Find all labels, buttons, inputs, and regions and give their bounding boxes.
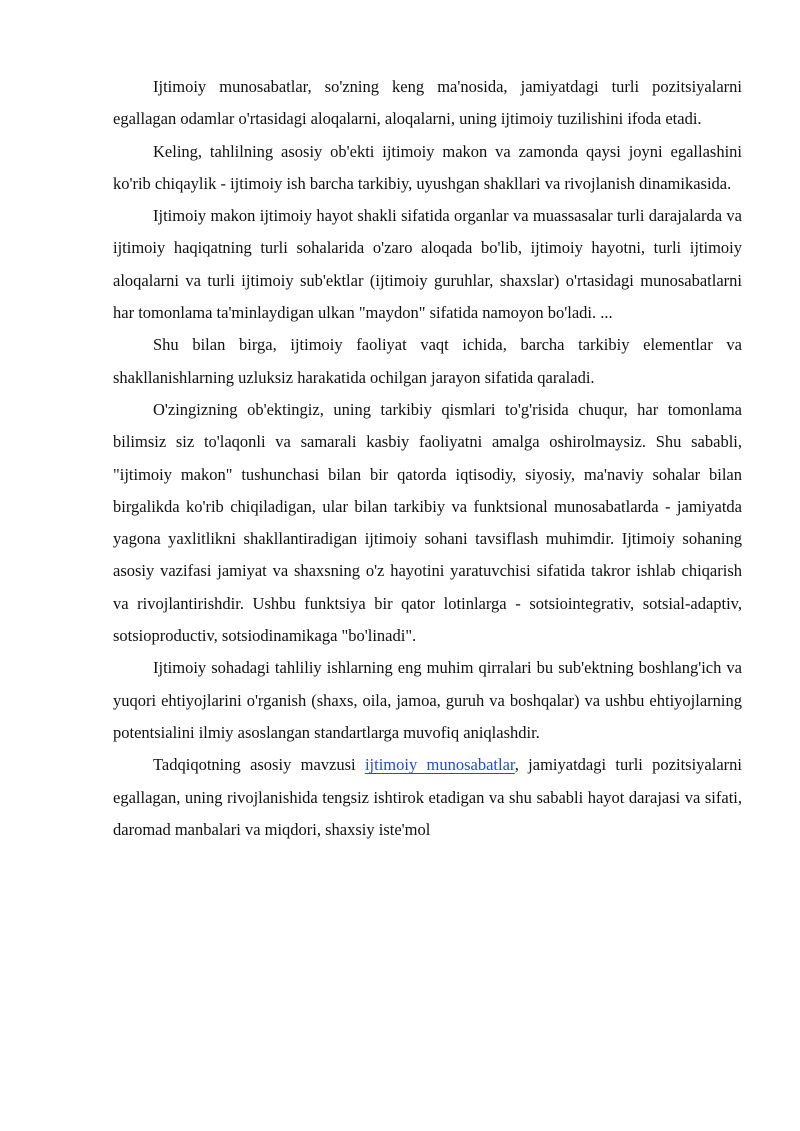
paragraph-2: Keling, tahlilning asosiy ob'ekti ijtimoiy makon va zamonda qaysi joyni egallashini ko'rib chiqaylik - ijtimoiy ish barcha tarkibiy, uyushgan shakllari va rivojlanish dinamikasida. xyxy=(113,141,742,193)
ijtimoiy-munosabatlar-link[interactable]: ijtimoiy munosabatlar xyxy=(364,755,515,775)
paragraph-7-lead: Tadqiqotning asosiy mavzusi xyxy=(153,755,365,775)
paragraph-3: Ijtimoiy makon ijtimoiy hayot shakli sifatida organlar va muassasalar turli darajalarda va ijtimoiy haqiqatning turli sohalarida o'zaro aloqada bo'lib, ijtimoiy hayotni, turli ijtimoiy aloqalarni va turli ijtimoiy sub'ektlar (ijtimoiy guruhlar, shaxslar) o'rtasidagi munosabatlarni har tomonlama ta'minlaydigan ulkan "maydon" sifatida namoyon bo'ladi. ... xyxy=(113,206,742,323)
document-page xyxy=(113,71,742,846)
paragraph-6: Ijtimoiy sohadagi tahliliy ishlarning eng muhim qirralari bu sub'ektning boshlang'ich va yuqori ehtiyojlarini o'rganish (shaxs, oila, jamoa, guruh va boshqalar) va ushbu ehtiyojlarning potentsialini ilmiy asoslangan standartlarga muvofiq aniqlashdir. xyxy=(113,658,742,742)
paragraph-1: Ijtimoiy munosabatlar, so'zning keng ma'nosida, jamiyatdagi turli pozitsiyalarni egallagan odamlar o'rtasidagi aloqalarni, aloqalarni, uning ijtimoiy tuzilishini ifoda etadi. xyxy=(113,77,742,129)
paragraph-7 xyxy=(113,749,742,846)
paragraph-5: O'zingizning ob'ektingiz, uning tarkibiy qismlari to'g'risida chuqur, har tomonlama bilimsiz siz to'laqonli va samarali kasbiy faoliyatni amalga oshirolmaysiz. Shu sababli, "ijtimoiy makon" tushunchasi bilan bir qatorda iqtisodiy, siyosiy, ma'naviy sohalar bilan birgalikda ko'rib chiqiladigan, ular bilan tarkibiy va funktsional munosabatlarda - jamiyatda yagona yaxlitlikni shakllantiradigan ijtimoiy sohani tavsiflash muhimdir. Ijtimoiy sohaning asosiy vazifasi jamiyat va shaxsning o'z hayotini yaratuvchisi sifatida takror ishlab chiqarish va rivojlantirishdir. Ushbu funktsiya bir qator lotinlarga - sotsiointegrativ, sotsial-adaptiv, sotsioproductiv, sotsiodinamikaga "bo'linadi". xyxy=(113,399,742,646)
paragraph-7-tail: , jamiyatdagi turli pozitsiyalarni egallagan, uning rivojlanishida tengsiz ishtirok etadigan va shu sababli hayot darajasi va sifati, daromad manbalari va miqdori, shaxsiy iste'mol xyxy=(113,755,742,839)
paragraph-4: Shu bilan birga, ijtimoiy faoliyat vaqt ichida, barcha tarkibiy elementlar va shakllanishlarning uzluksiz harakatida ochilgan jarayon sifatida qaraladi. xyxy=(113,335,742,387)
